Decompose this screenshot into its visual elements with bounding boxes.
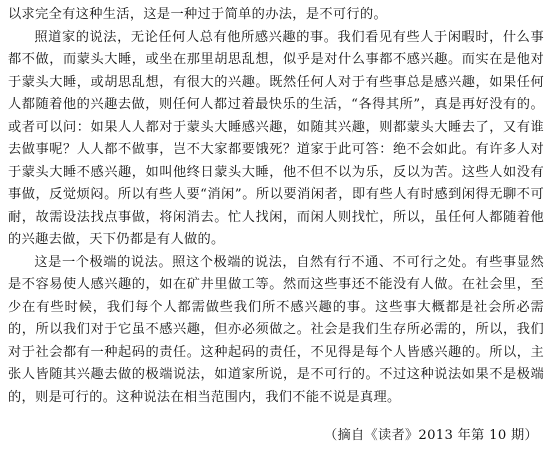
paragraph-daoist-view: 照道家的说法，无论任何人总有他所感兴趣的事。我们看见有些人于闲暇时，什么事都不做，而蒙头大睡，或坐在那里胡思乱想，似乎是对什么事都不感兴趣。而实在是他对于蒙头大睡，或胡思乱想，有很大的兴趣。既然任何人对于有些事总是感兴趣，如果任何人都随着他的兴趣去做，则任何人都过着最快乐的生活，“各得其所”，真是再好没有的。或者可以问：如果人人都对于蒙头大睡感兴趣，如随其兴趣，则都蒙头大睡去了，又有谁去做事呢？人人都不做事，岂不大家都要饿死？道家于此可答：绝不会如此。有许多人对于蒙头大睡不感兴趣，如叫他终日蒙头大睡，他不但不以为乐，反以为苦。这些人如没有事做，反觉烦闷。所以有些人要“消闲”。所以要消闲者，即有些人有时感到闲得无聊不可耐，故需设法找点事做，将闲消去。忙人找闲，而闲人则找忙，所以，虽任何人都随着他的兴趣去做，天下仍都是有人做的。 (8, 29, 544, 247)
source-citation: （摘自《读者》2013 年第 10 期） (324, 428, 538, 443)
paragraph-continuation: 以求完全有这种生活，这是一种过于简单的办法，是不可行的。 (8, 7, 388, 22)
article-body (8, 4, 544, 409)
paragraph-extreme-view: 这是一个极端的说法。照这个极端的说法，自然有行不通、不可行之处。有些事显然是不容易使人感兴趣的，如在矿井里做工等。然而这些事还不能没有人做。在社会里，至少在有些时候，我们每个人都需做些我们所不感兴趣的事。这些事大概都是社会所必需的，所以我们对于它虽不感兴趣，但亦必须做之。社会是我们生存所必需的，所以，我们对于社会都有一种起码的责任。这种起码的责任，不见得是每个人皆感兴趣的。所以，主张人皆随其兴趣去做的极端说法，如道家所说，是不可行的。不过这种说法如果不是极端的，则是可行的。这种说法在相当范围内，我们不能不说是真理。 (8, 254, 544, 405)
